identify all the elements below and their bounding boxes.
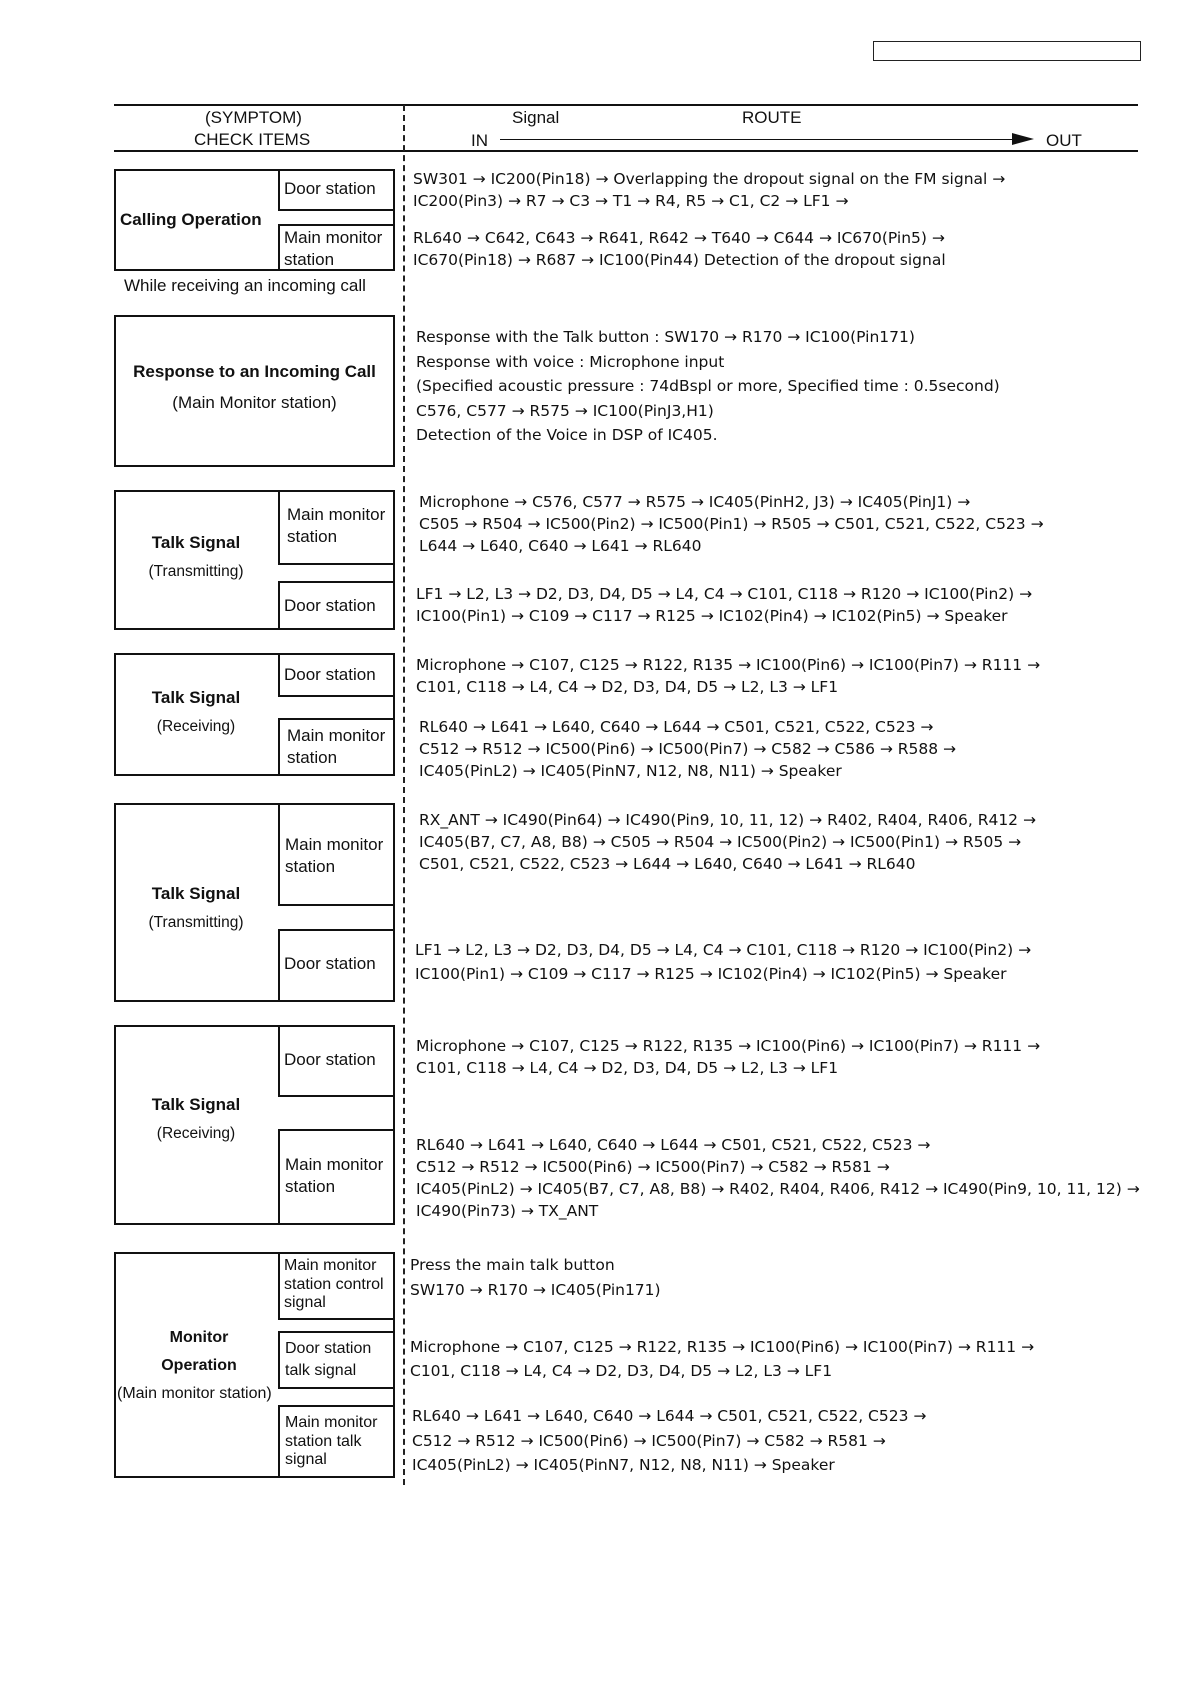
route-line: IC405(PinL2) → IC405(PinN7, N12, N8, N11) → Speaker	[412, 1456, 835, 1474]
header-bottom-rule	[114, 150, 1138, 152]
talk-tx1-door-label: Door station	[284, 596, 376, 615]
route-line: C101, C118 → L4, C4 → D2, D3, D4, D5 → L2, L3 → LF1	[410, 1362, 833, 1380]
response-subtitle: (Main Monitor station)	[172, 393, 337, 412]
talk-rx2-title: Talk Signal	[151, 1095, 241, 1114]
monitor-route-ctrl	[410, 1253, 661, 1303]
route-line: C576, C577 → R575 → IC100(PinJ3,H1)	[416, 401, 714, 420]
talk-tx2-subtitle: (Transmitting)	[148, 914, 244, 931]
monitor-ctrl-label-1: Main monitor	[284, 1257, 377, 1274]
talk-rx1-title: Talk Signal	[151, 688, 241, 707]
route-line: LF1 → L2, L3 → D2, D3, D4, D5 → L4, C4 → C101, C118 → R120 → IC100(Pin2) →	[416, 585, 1033, 603]
monitor-ctrl-label	[284, 1257, 384, 1313]
header-signal: Signal	[512, 108, 560, 127]
route-line: RX_ANT → IC490(Pin64) → IC490(Pin9, 10, 11, 12) → R402, R404, R406, R412 →	[419, 811, 1036, 829]
talk-rx2-route-main	[416, 1134, 1140, 1222]
talk-tx2-main-label-1: Main monitor	[285, 835, 384, 854]
talk-rx2-main-label-1: Main monitor	[285, 1155, 384, 1174]
header-route: ROUTE	[742, 108, 802, 127]
talk-rx1-route-main	[419, 716, 956, 782]
talk-rx2-main-label-2: station	[285, 1177, 336, 1196]
monitor-door-talk-label-1: Door station	[285, 1340, 372, 1357]
route-line: Microphone → C107, C125 → R122, R135 → IC100(Pin6) → IC100(Pin7) → R111 →	[410, 1338, 1035, 1356]
route-line: IC405(PinL2) → IC405(B7, C7, A8, B8) → R402, R404, R406, R412 → IC490(Pin9, 10, 11, 12) →	[416, 1180, 1140, 1198]
column-divider	[403, 105, 405, 1485]
route-line: IC490(Pin73) → TX_ANT	[416, 1202, 599, 1220]
talk-tx2-title: Talk Signal	[151, 884, 241, 903]
talk-tx2-door-label: Door station	[284, 954, 376, 973]
response-box	[114, 315, 395, 467]
header-check-items: CHECK ITEMS	[194, 130, 311, 149]
route-line: C512 → R512 → IC500(Pin6) → IC500(Pin7) → C582 → R581 →	[412, 1431, 886, 1450]
header-top-rule	[114, 104, 1138, 106]
monitor-door-talk-label	[285, 1338, 371, 1382]
calling-route-door	[413, 168, 1005, 212]
talk-tx1-route-main	[419, 491, 1044, 557]
calling-note: While receiving an incoming call	[124, 276, 366, 295]
route-line: RL640 → L641 → L640, C640 → L644 → C501, C521, C522, C523 →	[419, 718, 934, 736]
talk-tx1-title: Talk Signal	[151, 533, 241, 552]
monitor-subtitle: (Main monitor station)	[117, 1385, 272, 1402]
talk-tx1-main-label-1: Main monitor	[287, 505, 386, 524]
route-line: RL640 → C642, C643 → R641, R642 → T640 → C644 → IC670(Pin5) →	[413, 229, 945, 247]
header-in: IN	[471, 131, 488, 150]
route-line: SW170 → R170 → IC405(Pin171)	[410, 1281, 661, 1299]
talk-rx1-route-door	[416, 654, 1040, 698]
calling-door-label: Door station	[284, 179, 376, 198]
route-arrow-line	[500, 139, 1015, 140]
page-id-box	[873, 41, 1141, 61]
talk-tx2-main-label-2: station	[285, 857, 336, 876]
route-arrow-head	[1012, 133, 1034, 145]
monitor-ctrl-label-3: signal	[284, 1294, 326, 1311]
talk-rx1-subtitle: (Receiving)	[156, 718, 236, 735]
monitor-main-talk-label	[285, 1414, 377, 1470]
route-line: IC100(Pin1) → C109 → C117 → R125 → IC102(Pin4) → IC102(Pin5) → Speaker	[416, 607, 1008, 625]
talk-tx2-route-main	[419, 809, 1036, 875]
talk-rx2-route-door	[416, 1035, 1040, 1079]
route-line: IC405(PinL2) → IC405(PinN7, N12, N8, N11) → Speaker	[419, 762, 842, 780]
route-line: C501, C521, C522, C523 → L644 → L640, C640 → L641 → RL640	[419, 855, 916, 873]
monitor-main-talk-label-2: station talk	[285, 1432, 362, 1450]
calling-route-main	[413, 227, 946, 271]
route-line: C512 → R512 → IC500(Pin6) → IC500(Pin7) → C582 → C586 → R588 →	[419, 740, 957, 758]
talk-rx1-main-label-1: Main monitor	[287, 726, 386, 745]
route-line: Press the main talk button	[410, 1256, 615, 1274]
route-line: (Specified acoustic pressure : 74dBspl or more, Specified time : 0.5second)	[416, 377, 1000, 395]
monitor-route-door	[410, 1335, 1034, 1383]
talk-rx2-subtitle: (Receiving)	[156, 1125, 236, 1142]
route-line: Detection of the Voice in DSP of IC405.	[416, 426, 718, 444]
talk-rx1-main-label-2: station	[287, 748, 338, 767]
route-line: L644 → L640, C640 → L641 → RL640	[419, 537, 702, 555]
calling-main-label-1: Main monitor	[284, 228, 383, 247]
route-line: IC405(B7, C7, A8, B8) → C505 → R504 → IC500(Pin2) → IC500(Pin1) → R505 →	[419, 833, 1022, 851]
monitor-title-2: Operation	[161, 1357, 237, 1374]
route-line: Response with the Talk button : SW170 → R170 → IC100(Pin171)	[416, 328, 915, 346]
route-line: LF1 → L2, L3 → D2, D3, D4, D5 → L4, C4 → C101, C118 → R120 → IC100(Pin2) →	[415, 941, 1032, 959]
monitor-door-talk-label-2: talk signal	[285, 1362, 357, 1379]
route-line: C101, C118 → L4, C4 → D2, D3, D4, D5 → L2, L3 → LF1	[416, 1059, 839, 1077]
monitor-route-main	[412, 1404, 926, 1478]
route-line: Microphone → C576, C577 → R575 → IC405(PinH2, J3) → IC405(PinJ1) →	[419, 493, 971, 511]
route-line: RL640 → L641 → L640, C640 → L644 → C501, C521, C522, C523 →	[412, 1407, 927, 1425]
route-line: Response with voice : Microphone input	[416, 352, 725, 371]
route-line: C512 → R512 → IC500(Pin6) → IC500(Pin7) → C582 → R581 →	[416, 1158, 890, 1176]
calling-title: Calling Operation	[120, 210, 262, 229]
route-line: C505 → R504 → IC500(Pin2) → IC500(Pin1) → R505 → C501, C521, C522, C523 →	[419, 515, 1044, 533]
monitor-title-1: Monitor	[169, 1329, 229, 1346]
header-symptom: (SYMPTOM)	[205, 108, 302, 127]
header-out: OUT	[1046, 131, 1082, 150]
talk-rx1-door-label: Door station	[284, 665, 376, 684]
talk-rx2-door-label: Door station	[284, 1050, 376, 1069]
talk-tx2-route-door	[415, 938, 1031, 986]
route-line: SW301 → IC200(Pin18) → Overlapping the dropout signal on the FM signal →	[413, 170, 1006, 188]
response-route	[416, 325, 1000, 448]
calling-main-label-2: station	[284, 250, 335, 269]
route-line: RL640 → L641 → L640, C640 → L644 → C501, C521, C522, C523 →	[416, 1136, 931, 1154]
route-line: C101, C118 → L4, C4 → D2, D3, D4, D5 → L2, L3 → LF1	[416, 678, 839, 696]
talk-tx1-route-door	[416, 583, 1032, 627]
route-line: IC200(Pin3) → R7 → C3 → T1 → R4, R5 → C1, C2 → LF1 →	[413, 192, 849, 210]
route-line: Microphone → C107, C125 → R122, R135 → IC100(Pin6) → IC100(Pin7) → R111 →	[416, 656, 1041, 674]
route-line: Microphone → C107, C125 → R122, R135 → IC100(Pin6) → IC100(Pin7) → R111 →	[416, 1037, 1041, 1055]
monitor-ctrl-label-2: station control	[284, 1275, 384, 1293]
response-title: Response to an Incoming Call	[133, 362, 376, 381]
route-line: IC100(Pin1) → C109 → C117 → R125 → IC102(Pin4) → IC102(Pin5) → Speaker	[415, 965, 1007, 983]
talk-tx1-subtitle: (Transmitting)	[148, 563, 244, 580]
monitor-main-talk-label-1: Main monitor	[285, 1414, 378, 1431]
talk-tx1-main-label-2: station	[287, 527, 338, 546]
route-line: IC670(Pin18) → R687 → IC100(Pin44) Detection of the dropout signal	[413, 251, 946, 269]
monitor-main-talk-label-3: signal	[285, 1451, 327, 1468]
